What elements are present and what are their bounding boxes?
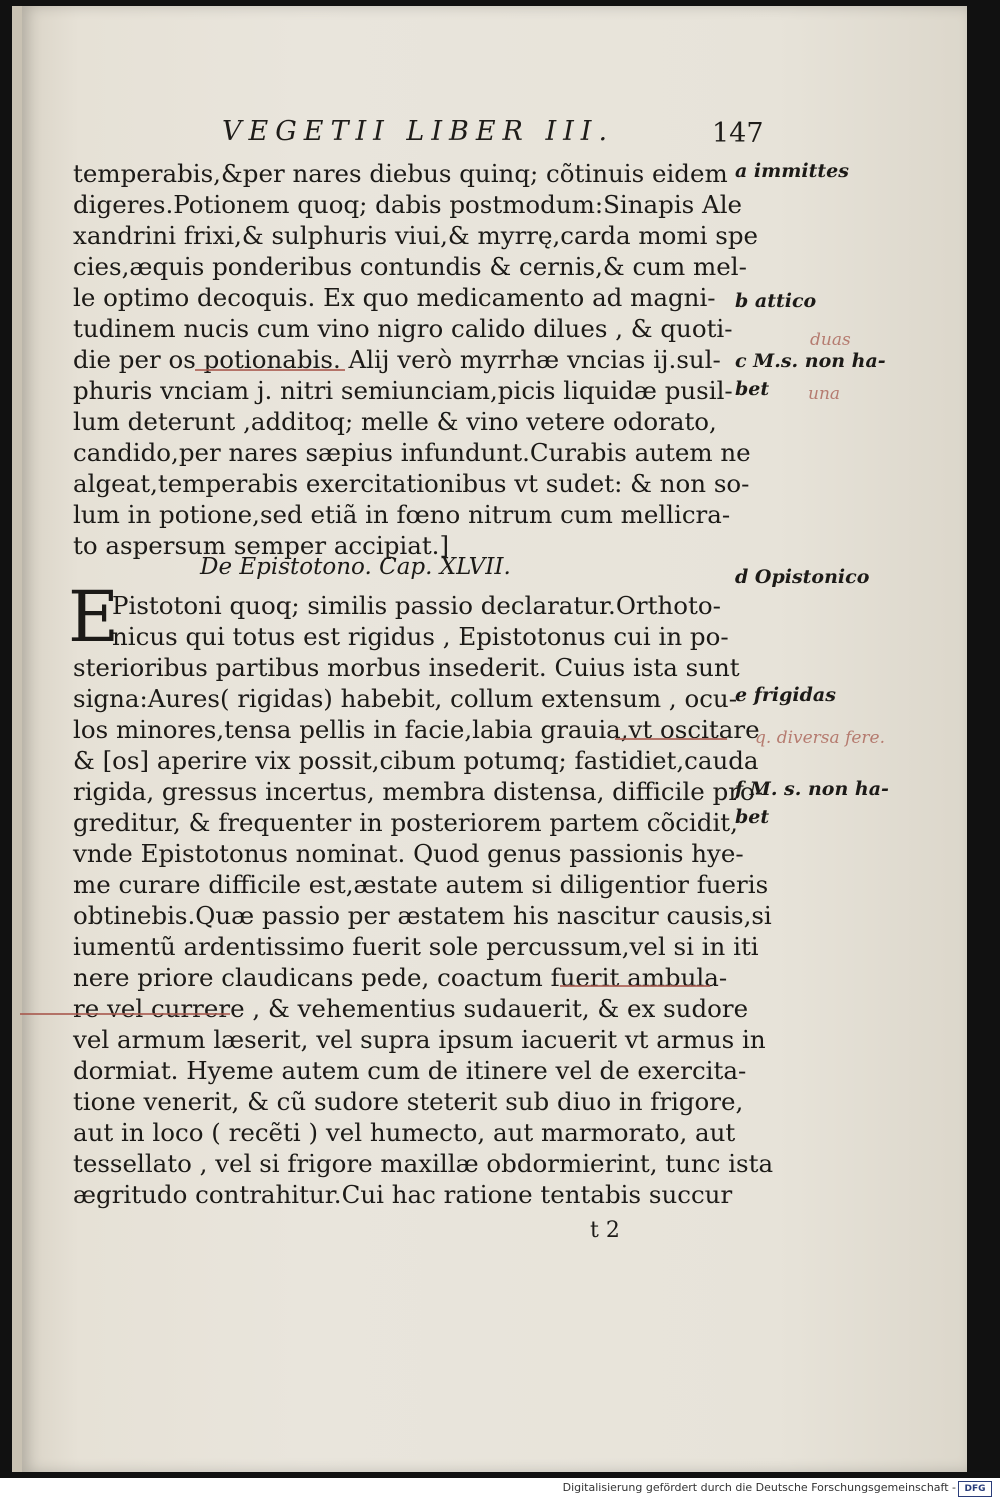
ink-underline (195, 369, 345, 371)
text-line: cies,æquis ponderibus contundis & cernis,& cum mel- (73, 252, 747, 281)
text-line: lum deterunt ,additoq; melle & vino vetere odorato, (73, 407, 717, 436)
dfg-logo: DFG (958, 1481, 992, 1497)
margin-note: c M.s. non ha- (735, 350, 886, 372)
text-line: algeat,temperabis exercitationibus vt sudet: & non so- (73, 469, 750, 498)
text-line: los minores,tensa pellis in facie,labia grauia,vt oscitare (73, 715, 760, 744)
text-line: nere priore claudicans pede, coactum fuerit ambula- (73, 963, 728, 992)
handwritten-note: una (808, 384, 841, 404)
text-line: lum in potione,sed etiã in fœno nitrum cum mellicra- (73, 500, 731, 529)
margin-note: bet (735, 806, 770, 828)
ink-underline (560, 985, 710, 987)
text-line: iumentũ ardentissimo fuerit sole percussum,vel si in iti (73, 932, 759, 961)
signature-mark: t 2 (590, 1218, 620, 1243)
text-line: Pistotoni quoq; similis passio declaratur.Orthoto- (112, 591, 721, 620)
margin-note: f M. s. non ha- (735, 778, 889, 800)
text-line: le optimo decoquis. Ex quo medicamento ad magni- (73, 283, 716, 312)
text-line: temperabis,&per nares diebus quinq; cõtinuis eidem (73, 159, 728, 188)
text-line: greditur, & frequenter in posteriorem partem cõcidit, (73, 808, 738, 837)
chapter-heading: De Epistotono. Cap. XLVII. (200, 554, 511, 580)
ink-underline (20, 1013, 230, 1015)
text-line: phuris vnciam j. nitri semiunciam,picis liquidæ pusil- (73, 376, 733, 405)
margin-note: b attico (735, 290, 817, 312)
text-line: digeres.Potionem quoq; dabis postmodum:Sinapis Ale (73, 190, 743, 219)
margin-note: e frigidas (735, 684, 836, 706)
text-line: die per os potionabis. Alij verò myrrhæ vncias ij.sul- (73, 345, 721, 374)
running-head: VEGETII LIBER III. (222, 116, 615, 147)
text-line: re vel currere , & vehementius sudauerit, & ex sudore (73, 994, 749, 1023)
text-line: dormiat. Hyeme autem cum de itinere vel de exercita- (73, 1056, 747, 1085)
footer-credit: Digitalisierung gefördert durch die Deutsche Forschungsgemeinschaft - (562, 1481, 956, 1494)
text-line: vel armum læserit, vel supra ipsum iacuerit vt armus in (73, 1025, 766, 1054)
text-line: ægritudo contrahitur.Cui hac ratione tentabis succur (73, 1180, 733, 1209)
text-line: aut in loco ( recẽti ) vel humecto, aut marmorato, aut (73, 1118, 736, 1147)
text-line: signa:Aures( rigidas) habebit, collum extensum , ocu- (73, 684, 737, 713)
handwritten-note: duas (810, 330, 851, 350)
text-line: candido,per nares sæpius infundunt.Curabis autem ne (73, 438, 751, 467)
handwritten-note: q. diversa fere. (755, 728, 886, 748)
text-line: tessellato , vel si frigore maxillæ obdormierint, tunc ista (73, 1149, 774, 1178)
text-line: me curare difficile est,æstate autem si diligentior fueris (73, 870, 769, 899)
text-line: tudinem nucis cum vino nigro calido dilues , & quoti- (73, 314, 733, 343)
footer-bar (0, 1478, 1000, 1499)
text-line: vnde Epistotonus nominat. Quod genus passionis hye- (73, 839, 744, 868)
text-line: to aspersum semper accipiat.] (73, 531, 450, 560)
text-line: nicus qui totus est rigidus , Epistotonus cui in po- (112, 622, 729, 651)
ink-underline (615, 738, 727, 740)
page-number: 147 (712, 118, 764, 149)
margin-note: bet (735, 378, 770, 400)
text-line: & [os] aperire vix possit,cibum potumq; fastidiet,cauda (73, 746, 759, 775)
text-line: rigida, gressus incertus, membra distensa, difficile pro- (73, 777, 764, 806)
text-line: xandrini frixi,& sulphuris viui,& myrrę,carda momi spe (73, 221, 758, 250)
text-line: obtinebis.Quæ passio per æstatem his nascitur causis,si (73, 901, 772, 930)
text-line: sterioribus partibus morbus insederit. Cuius ista sunt (73, 653, 740, 682)
margin-note: d Opistonico (735, 566, 870, 588)
drop-cap: E (68, 576, 120, 658)
text-line: tione venerit, & cũ sudore steterit sub diuo in frigore, (73, 1087, 744, 1116)
margin-note: a immittes (735, 160, 849, 182)
